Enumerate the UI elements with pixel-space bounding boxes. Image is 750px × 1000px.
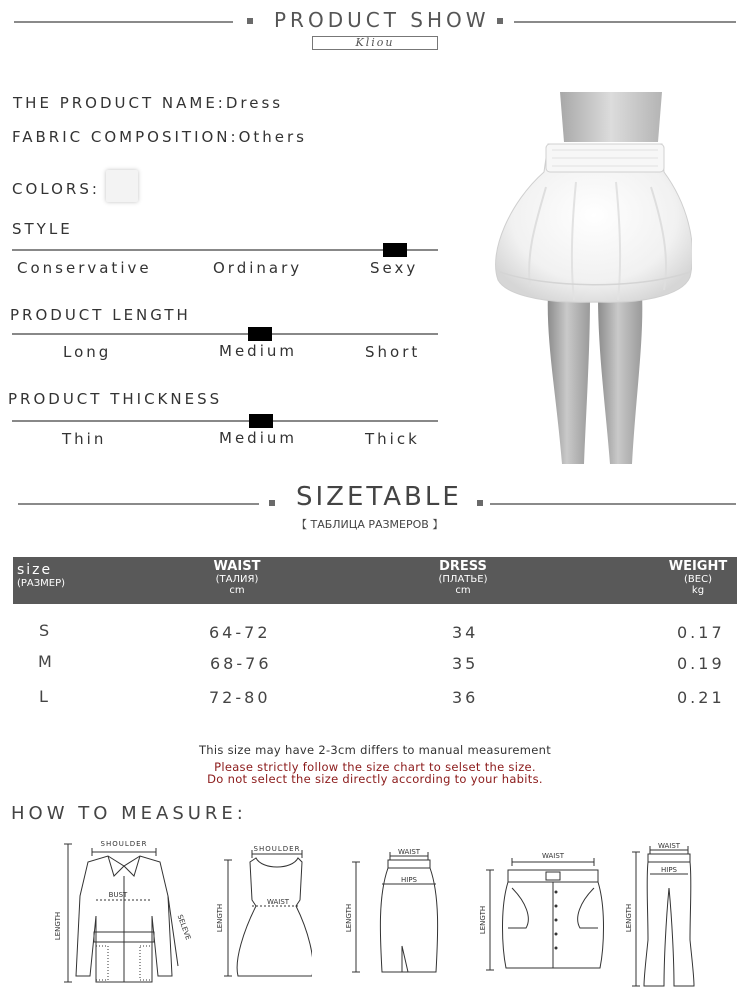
length-marker [248,327,272,341]
skirt-measure-diagram [342,846,442,986]
note-habits: Do not select the size directly according to your habits. [207,772,543,786]
thickness-label-thick: Thick [365,430,420,448]
style-scale-line [12,249,438,251]
label-length-shorts: LENGTH [479,905,487,935]
table-row-l-dress: 36 [452,688,479,707]
thickness-label-medium: Medium [219,429,297,447]
table-row-s-size: S [39,621,53,640]
table-row-m-weight: 0.19 [677,654,725,673]
label-shoulder-dress: SHOULDER [253,845,301,853]
col-weight: WEIGHT (ВЕС) kg [668,559,728,597]
label-length-pants: LENGTH [625,903,633,933]
skirt-illustration [486,92,692,464]
table-row-l-waist: 72-80 [209,688,271,707]
col-size: size (РАЗМЕР) [17,562,66,590]
length-label-long: Long [63,343,112,361]
dress-measure-diagram [212,840,312,982]
color-swatch-white[interactable] [106,170,138,202]
style-label-conservative: Conservative [17,259,152,277]
sizetable-rule-right [490,503,736,505]
col-dress: DRESS (ПЛАТЬЕ) cm [438,559,488,597]
label-waist-skirt: WAIST [397,848,421,856]
sizetable-rule-left [18,503,259,505]
table-row-l-size: L [39,687,51,706]
table-row-m-dress: 35 [452,654,479,673]
length-scale-line [12,333,438,335]
brand-label: Kliou [312,36,438,50]
label-shoulder: SHOULDER [100,840,148,848]
style-title: STYLE [12,220,73,238]
label-hips-pants: HIPS [661,866,677,874]
pants-measure-diagram [622,840,712,990]
col-waist: WAIST (ТАЛИЯ) cm [213,559,261,597]
label-waist-pants: WAIST [657,842,681,850]
thickness-title: PRODUCT THICKNESS [8,390,223,408]
length-label-short: Short [365,343,421,361]
size-table-header [13,557,737,604]
product-name: THE PRODUCT NAME:Dress [13,94,284,112]
table-row-s-weight: 0.17 [677,623,725,642]
shorts-measure-diagram [476,848,616,976]
sizetable-square-left [269,500,275,506]
label-waist-dress: WAIST [266,898,290,906]
jacket-measure-diagram [48,836,198,990]
product-photo [486,92,692,464]
length-title: PRODUCT LENGTH [10,306,191,324]
thickness-label-thin: Thin [62,430,107,448]
thickness-scale-line [12,420,438,422]
header-rule-left [14,21,233,23]
style-label-sexy: Sexy [370,259,419,277]
label-length-dress: LENGTH [216,903,224,933]
table-row-l-weight: 0.21 [677,688,725,707]
length-label-medium: Medium [219,342,297,360]
thickness-marker [249,414,273,428]
table-row-m-waist: 68-76 [210,654,272,673]
header-rule-right [514,21,736,23]
style-label-ordinary: Ordinary [213,259,303,277]
sizetable-subtitle: 【 ТАБЛИЦА РАЗМЕРОВ 】 [296,518,444,531]
table-row-m-size: M [38,652,55,671]
header-square-left [247,18,253,24]
label-bust: BUST [108,891,128,899]
table-row-s-dress: 34 [452,623,479,642]
label-length-jacket: LENGTH [54,911,62,941]
colors-label: COLORS: [12,180,100,198]
fabric-composition: FABRIC COMPOSITION:Others [12,128,307,146]
label-waist-shorts: WAIST [541,852,565,860]
page-title: PRODUCT SHOW [274,8,490,32]
sizetable-square-right [477,500,483,506]
how-to-measure-title: HOW TO MEASURE: [11,803,247,824]
sizetable-title: SIZETABLE [296,482,462,512]
label-hips-skirt: HIPS [401,876,417,884]
table-row-s-waist: 64-72 [209,623,271,642]
note-follow-chart: Please strictly follow the size chart to selset the size. [214,760,536,774]
header-square-right [497,18,503,24]
label-seleve: SELEVE [175,913,193,942]
style-marker [383,243,407,257]
note-measurement: This size may have 2-3cm differs to manual measurement [198,743,552,757]
label-length-skirt: LENGTH [345,903,353,933]
